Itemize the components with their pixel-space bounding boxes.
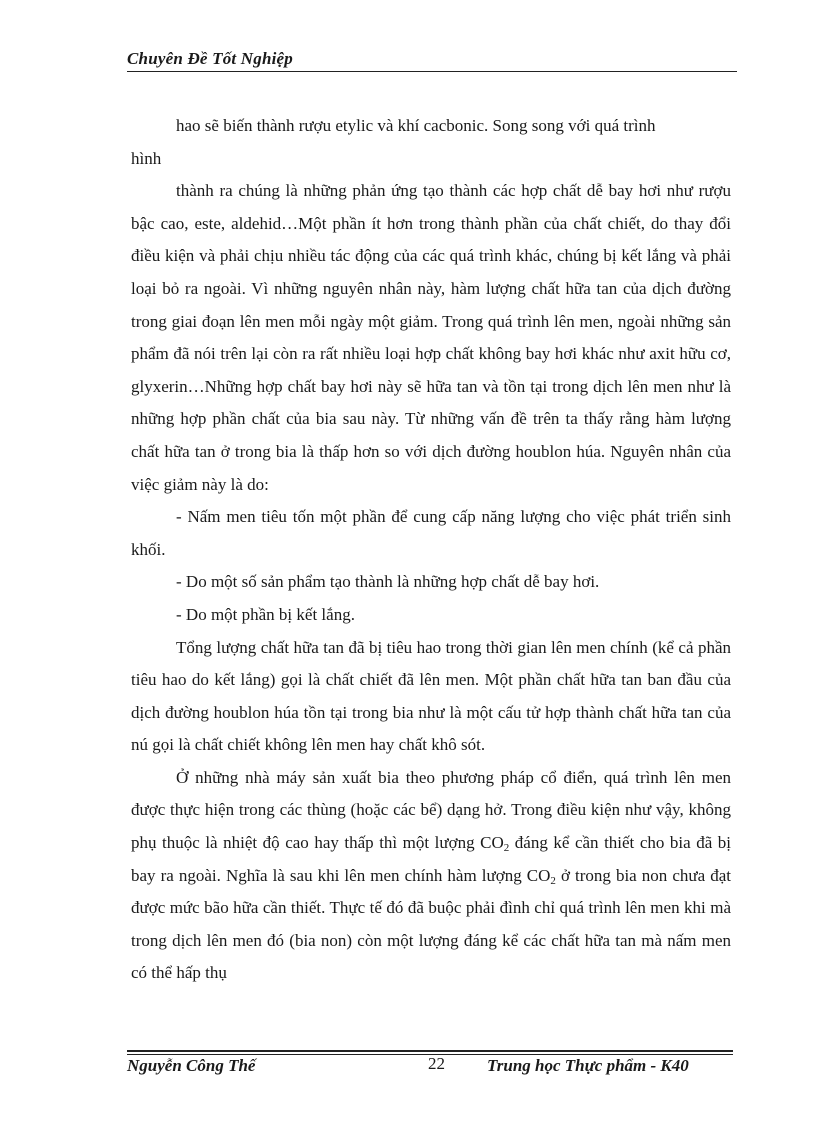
paragraph-4-part-c: ở trong bia non chưa đạt được mức bão hữa cần thiết. Thực tế đó đã buộc phải đình chỉ quá trình lên men khi mà trong dịch lên men đó (bia non) còn một lượng đáng kể các chất hữa tan mà nấm men có thể hấp thụ (131, 865, 732, 983)
paragraph-1 (131, 110, 731, 143)
footer-author: Nguyễn Công Thế (127, 1056, 256, 1075)
page-number: 22 (428, 1054, 445, 1073)
paragraph-4-part-a: Ở những nhà máy sản xuất bia theo phương pháp cổ điển, quá trình lên men được thực hiện trong các thùng (hoặc các bể) dạng hở. Trong điều kiện như vậy, không phụ thuộc là nhiệt độ cao hay thấp thì một lượng CO (131, 767, 731, 853)
bullet-3: - Do một phần bị kết lắng. (176, 604, 355, 624)
header-title: Chuyên Đề Tốt Nghiệp (127, 49, 293, 68)
header-rule (127, 71, 737, 72)
co2-subscript-2: 2 (550, 874, 556, 887)
footer-course: Trung học Thực phẩm - K40 (487, 1056, 689, 1075)
paragraph-1-line-2: hình (131, 148, 162, 168)
bullet-1: - Nấm men tiêu tốn một phần để cung cấp năng lượng cho việc phát triển sinh khối. (131, 507, 731, 559)
paragraph-3: Tổng lượng chất hữa tan đã bị tiêu hao trong thời gian lên men chính (kể cả phần tiêu hao do kết lắng) gọi là chất chiết đã lên men. Một phần chất hữa tan ban đầu của dịch đường houblon húa tồn tại trong bia như là một cấu tử hợp thành chất hữa tan của nú gọi là chất chiết không lên men hay chất khô sót. (131, 637, 731, 755)
paragraph-4 (131, 762, 731, 990)
paragraph-2: thành ra chúng là những phản ứng tạo thành các hợp chất dễ bay hơi như rượu bậc cao, este, aldehid…Một phần ít hơn trong thành phần của chất chiết, do thay đổi điều kiện và phải chịu nhiều tác động của các quá trình khác, chúng bị kết lắng và phải loại bỏ ra ngoài. Vì những nguyên nhân này, hàm lượng chất hữa tan của dịch đường trong giai đoạn lên men mỗi ngày một giảm. Trong quá trình lên men, ngoài những sản phẩm đã nói trên lại còn ra rất nhiều loại hợp chất không bay hơi khác như axit hữu cơ, glyxerin…Những hợp chất bay hơi này sẽ hữa tan và tồn tại trong dịch lên men như là những hợp phần chất của bia sau này. Từ những vấn đề trên ta thấy rằng hàm lượng chất hữa tan ở trong bia là thấp hơn so với dịch đường houblon húa. Nguyên nhân của việc giảm này là do: (131, 181, 731, 494)
body-text (131, 110, 731, 990)
bullet-2: - Do một số sản phẩm tạo thành là những hợp chất dễ bay hơi. (176, 572, 600, 592)
paragraph-4-part-b: đáng kể cần thiết cho bia đã bị bay ra ngoài. Nghĩa là sau khi lên men chính hàm lượng CO (131, 833, 731, 885)
paragraph-1-line-1: hao sẽ biến thành rượu etylic và khí cacbonic. Song song với quá trình (176, 116, 656, 135)
co2-subscript-1: 2 (503, 842, 510, 855)
footer-rule-thick (127, 1050, 733, 1052)
